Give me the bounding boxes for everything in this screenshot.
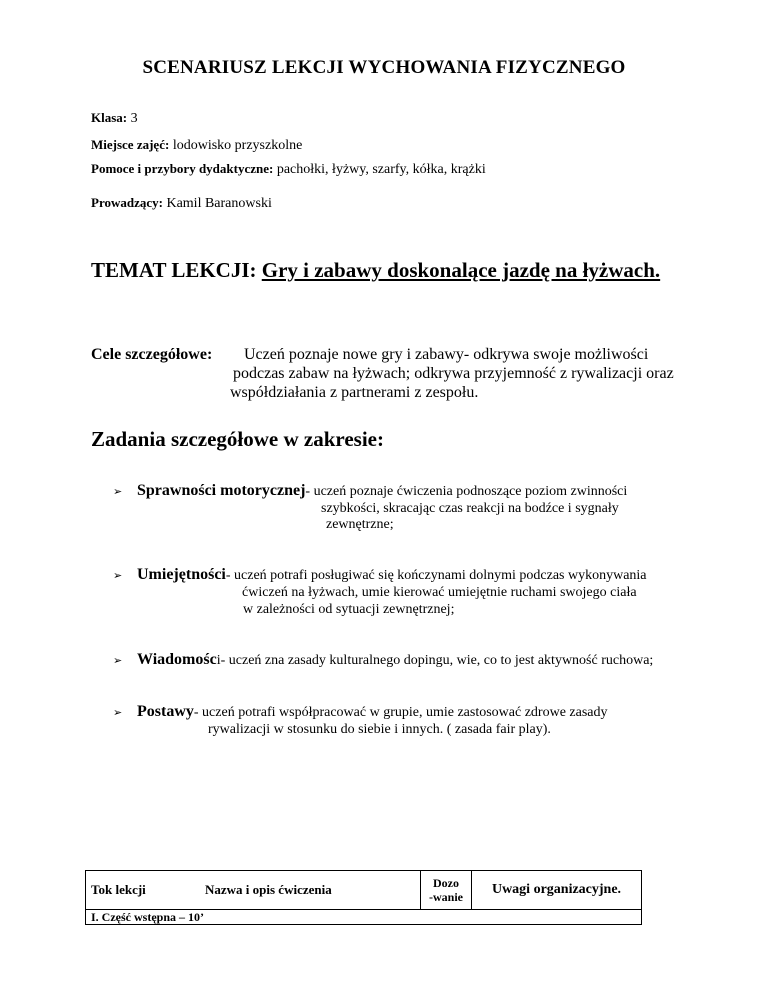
place-value: lodowisko przyszkolne	[172, 138, 303, 153]
aids-value: pachołki, łyżwy, szarfy, kółka, krążki	[276, 162, 486, 177]
header-dosage: Dozo -wanie	[421, 871, 472, 910]
task-item-head: Wiadomośc	[137, 651, 217, 668]
arrow-bullet-icon: ➢	[113, 569, 123, 582]
place-line	[91, 137, 302, 154]
lesson-table	[85, 870, 642, 925]
topic-label: TEMAT LEKCJI:	[91, 258, 257, 282]
class-value: 3	[130, 111, 138, 126]
table-section-row	[86, 910, 642, 925]
task-item-head: Postawy	[137, 703, 194, 720]
class-line	[91, 110, 138, 127]
teacher-value: Kamil Baranowski	[166, 196, 272, 211]
arrow-bullet-icon: ➢	[113, 654, 123, 667]
task-item-text: rywalizacji w stosunku do siebie i innych. ( zasada fair play).	[208, 722, 551, 737]
goals-line-1: Uczeń poznaje nowe gry i zabawy- odkrywa swoje możliwości	[244, 346, 649, 363]
goals-line-2: podczas zabaw na łyżwach; odkrywa przyjemność z rywalizacji oraz	[233, 365, 674, 382]
table-header-row	[86, 871, 642, 910]
teacher-line	[91, 195, 272, 212]
task-item-text: - uczeń potrafi współpracować w grupie, umie zastosować zdrowe zasady	[193, 705, 608, 720]
section-intro: I. Część wstępna – 10’	[86, 910, 642, 925]
task-item-text: ćwiczeń na łyżwach, umie kierować umiejętnie ruchami swojego ciała	[242, 585, 637, 600]
task-item-knowledge	[113, 651, 653, 669]
task-item-attitudes	[113, 703, 608, 721]
teacher-label: Prowadzący:	[91, 195, 163, 210]
task-item-text: zewnętrzne;	[326, 517, 394, 532]
task-item-text: w zależności od sytuacji zewnętrznej;	[243, 602, 455, 617]
task-item-text: - uczeń poznaje ćwiczenia podnoszące poziom zwinności	[305, 484, 628, 499]
class-label: Klasa:	[91, 110, 128, 125]
task-item-skills	[113, 566, 647, 584]
task-item-head: Sprawności motorycznej	[137, 482, 306, 499]
task-item-head: Umiejętności	[137, 566, 226, 583]
task-item-motor	[113, 482, 627, 500]
task-item-text: - uczeń potrafi posługiwać się kończynami dolnymi podczas wykonywania	[225, 568, 647, 583]
lesson-topic	[91, 258, 660, 283]
arrow-bullet-icon: ➢	[113, 485, 123, 498]
topic-value: Gry i zabawy doskonalące jazdę na łyżwach.	[261, 258, 661, 282]
header-exercise-name: Nazwa i opis ćwiczenia	[200, 871, 421, 910]
tasks-heading: Zadania szczegółowe w zakresie:	[91, 427, 384, 451]
header-lesson-flow: Tok lekcji	[86, 871, 201, 910]
arrow-bullet-icon: ➢	[113, 706, 123, 719]
task-item-text: i- uczeń zna zasady kulturalnego dopingu, wie, co to jest aktywność ruchowa;	[216, 653, 654, 668]
aids-label: Pomoce i przybory dydaktyczne:	[91, 161, 274, 176]
aids-line	[91, 161, 486, 178]
goals-label: Cele szczegółowe:	[91, 346, 213, 363]
document-title: SCENARIUSZ LEKCJI WYCHOWANIA FIZYCZNEGO	[142, 57, 626, 78]
header-notes: Uwagi organizacyjne.	[472, 871, 642, 910]
goals-line-3: współdziałania z partnerami z zespołu.	[230, 384, 479, 401]
place-label: Miejsce zajęć:	[91, 137, 170, 152]
task-item-text: szybkości, skracając czas reakcji na bodźce i sygnały	[321, 501, 619, 516]
